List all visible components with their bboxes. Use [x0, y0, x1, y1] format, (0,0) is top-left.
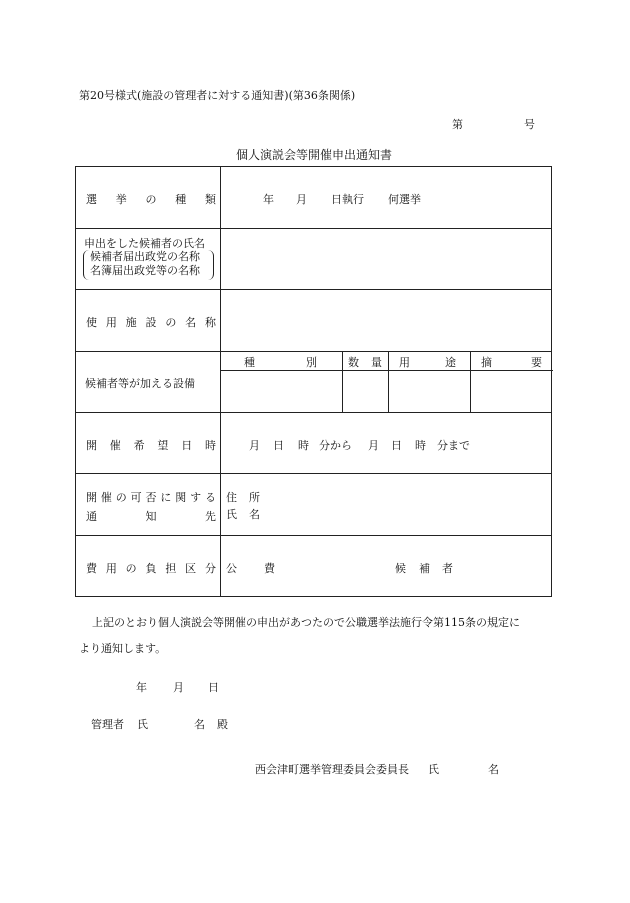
- election-type-label: 選 挙 の 種 類: [86, 193, 216, 206]
- col-use-b: 途: [445, 356, 456, 369]
- cost-candidate-b: 補: [419, 562, 430, 575]
- number-go: 号: [524, 118, 535, 131]
- sender-mei: 名: [488, 763, 499, 776]
- dt-hour-1: 時: [298, 439, 309, 452]
- cost-category-label: 費 用 の 負 担 区 分: [86, 562, 216, 575]
- date-day: 日: [208, 681, 219, 694]
- party-name-bracket: 候補者届出政党の名称 名簿届出政党等の名称: [83, 250, 214, 280]
- cost-candidate-c: 者: [442, 562, 453, 575]
- notification-table: [75, 166, 552, 597]
- election-month: 月: [296, 193, 307, 206]
- addressee-dono: 殿: [217, 718, 228, 731]
- facility-name-label: 使 用 施 設 の 名 称: [86, 316, 216, 329]
- election-day-held: 日執行: [331, 193, 364, 206]
- cost-public-a: 公: [226, 562, 237, 575]
- date-month: 月: [173, 681, 184, 694]
- desired-datetime-label: 開 催 希 望 日 時: [86, 439, 216, 452]
- address-label-a: 住: [226, 491, 237, 504]
- addressee-role: 管理者: [91, 718, 124, 731]
- dt-day-2: 日: [391, 439, 402, 452]
- election-which: 何選挙: [388, 193, 421, 206]
- sender-shi: 氏: [428, 763, 439, 776]
- dt-month-1: 月: [249, 439, 260, 452]
- cost-candidate-a: 候: [395, 562, 406, 575]
- col-note-a: 摘: [481, 356, 492, 369]
- dt-minute-until: 分まで: [437, 439, 470, 452]
- election-year: 年: [263, 193, 274, 206]
- addressee-mei: 名: [194, 718, 205, 731]
- dt-hour-2: 時: [415, 439, 426, 452]
- equipment-label: 候補者等が加える設備: [85, 377, 195, 390]
- candidate-name-label: 申出をした候補者の氏名: [84, 237, 205, 250]
- col-use-a: 用: [399, 356, 410, 369]
- sender-title: 西会津町選挙管理委員会委員長: [255, 763, 409, 776]
- col-type-b: 別: [306, 356, 317, 369]
- number-dai: 第: [452, 118, 463, 131]
- address-label-b: 所: [249, 491, 260, 504]
- date-year: 年: [136, 681, 147, 694]
- col-qty-b: 量: [371, 356, 382, 369]
- notify-label-line1: 開 催 の 可 否 に 関 す る: [86, 491, 216, 504]
- notice-paragraph-line1: 上記のとおり個人演説会等開催の申出があつたので公職選挙法施行令第115条の規定に: [92, 616, 520, 629]
- col-type-a: 種: [244, 356, 255, 369]
- notice-paragraph-line2: より通知します。: [79, 642, 167, 655]
- col-qty-a: 数: [348, 356, 359, 369]
- cost-public-b: 費: [264, 562, 275, 575]
- document-title: 個人演説会等開催申出通知書: [236, 148, 393, 162]
- addressee-shi: 氏: [137, 718, 148, 731]
- form-identifier: 第20号様式(施設の管理者に対する通知書)(第36条関係): [79, 89, 356, 102]
- dt-month-2: 月: [368, 439, 379, 452]
- notify-label-line2: 通 知 先: [86, 510, 216, 523]
- dt-day-1: 日: [273, 439, 284, 452]
- name-label-a: 氏: [226, 508, 237, 521]
- col-note-b: 要: [531, 356, 542, 369]
- name-label-b: 名: [249, 508, 260, 521]
- dt-minute-from: 分から: [319, 439, 352, 452]
